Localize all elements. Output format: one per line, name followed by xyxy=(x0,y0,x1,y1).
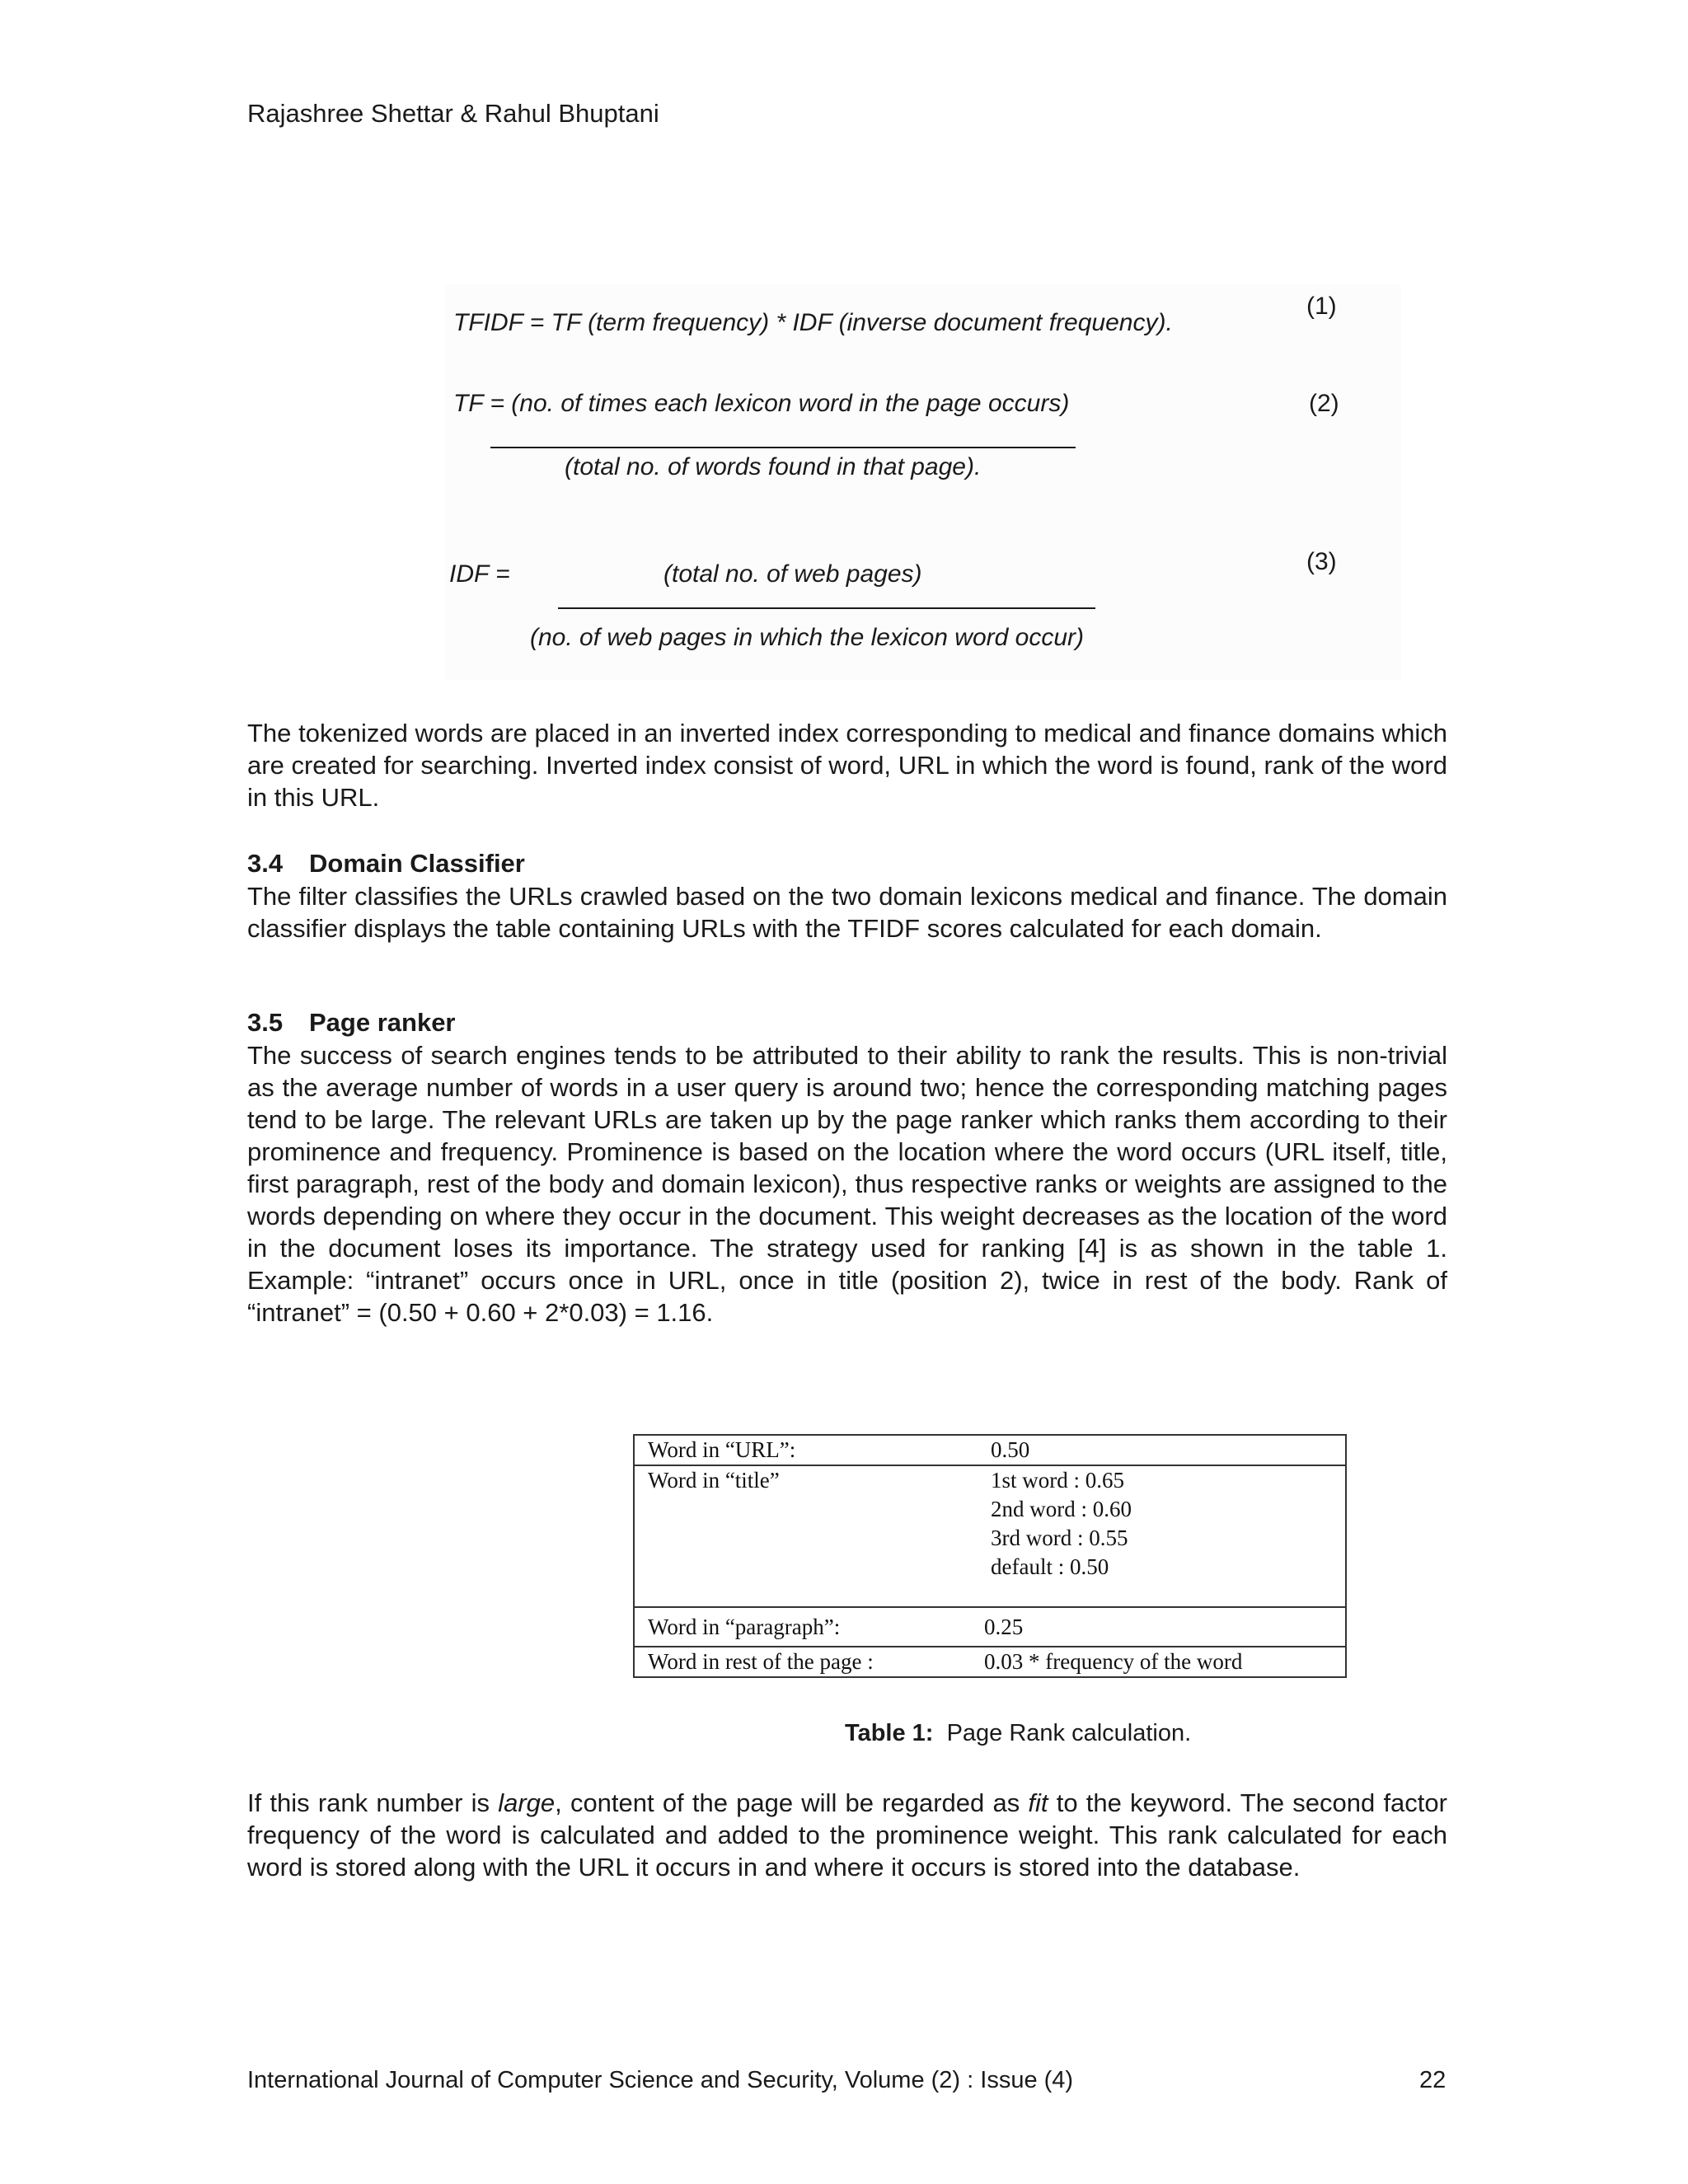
text-run: , content of the page will be regarded as xyxy=(555,1788,1029,1817)
running-header: Rajashree Shettar & Rahul Bhuptani xyxy=(247,99,659,128)
eq3-fraction-bar xyxy=(558,607,1095,609)
table-row xyxy=(634,1647,1346,1677)
caption-label: Table 1: xyxy=(845,1720,934,1746)
table-cell-label: Word in “URL”: xyxy=(634,1435,978,1465)
eq1-text: TFIDF = TF (term frequency) * IDF (inverse document frequency). xyxy=(453,309,1173,336)
section-heading-3-4 xyxy=(247,849,525,879)
title-weight-default: default : 0.50 xyxy=(991,1554,1109,1579)
title-weight-1: 1st word : 0.65 xyxy=(991,1468,1124,1493)
eq2-denominator: (total no. of words found in that page). xyxy=(565,453,982,480)
table-cell-value: 0.25 xyxy=(978,1607,1346,1647)
paragraph-inverted-index: The tokenized words are placed in an inverted index corresponding to medical and finance domains which are created for searching. Inverted index consist of word, URL in which the word is found, rank of the word in this URL. xyxy=(247,719,1447,812)
table-cell-values xyxy=(978,1465,1346,1607)
section-number: 3.5 xyxy=(247,1008,284,1037)
paragraph-domain-classifier: The filter classifies the URLs crawled based on the two domain lexicons medical and finance. The domain classifier displays the table containing URLs with the TFIDF scores calculated for each domain. xyxy=(247,882,1447,943)
section-number: 3.4 xyxy=(247,849,284,878)
page-rank-table xyxy=(633,1434,1347,1678)
eq3-numerator: (total no. of web pages) xyxy=(663,560,922,588)
eq2-fraction-bar xyxy=(490,447,1076,448)
table-cell-label: Word in “paragraph”: xyxy=(634,1607,978,1647)
table-cell-value: 0.03 * frequency of the word xyxy=(978,1647,1346,1677)
eq2-numerator: TF = (no. of times each lexicon word in the page occurs) xyxy=(453,390,1070,417)
text-run: If this rank number is xyxy=(247,1788,499,1817)
section-title: Page ranker xyxy=(309,1008,456,1037)
table-cell-label: Word in “title” xyxy=(634,1465,978,1607)
table-caption xyxy=(845,1720,1191,1747)
eq1-number: (1) xyxy=(1306,293,1337,320)
table-cell-label: Word in rest of the page : xyxy=(634,1647,978,1677)
title-weight-3: 3rd word : 0.55 xyxy=(991,1526,1128,1550)
table-row xyxy=(634,1435,1346,1465)
text-run: to the keyword. The second factor frequency of the word is calculated and added to the prominence weight. This rank calculated for each word is stored along with the URL it occurs in and where it occurs is stored into the database. xyxy=(247,1788,1447,1882)
caption-text: Page Rank calculation. xyxy=(946,1720,1192,1746)
eq3-denominator: (no. of web pages in which the lexicon word occur) xyxy=(530,624,1085,651)
eq3-number: (3) xyxy=(1306,548,1337,575)
eq2-number: (2) xyxy=(1309,390,1339,417)
page-number: 22 xyxy=(1419,2067,1447,2093)
emphasis-fit: fit xyxy=(1028,1788,1048,1817)
eq3-lhs: IDF = xyxy=(449,560,510,588)
section-heading-3-5 xyxy=(247,1008,456,1038)
paragraph-rank-number xyxy=(247,1787,1447,1883)
section-title: Domain Classifier xyxy=(309,849,525,878)
title-weight-2: 2nd word : 0.60 xyxy=(991,1497,1132,1521)
table-cell-value: 0.50 xyxy=(978,1435,1346,1465)
table-row xyxy=(634,1607,1346,1647)
table-row xyxy=(634,1465,1346,1607)
footer-journal: International Journal of Computer Science and Security, Volume (2) : Issue (4) xyxy=(247,2067,1074,2093)
paragraph-page-ranker: The success of search engines tends to be attributed to their ability to rank the results. This is non-trivial as the average number of words in a user query is around two; hence the corresponding matching pages tend to be large. The relevant URLs are taken up by the page ranker which ranks them according to their prominence and frequency. Prominence is based on the location where the word occurs (URL itself, title, first paragraph, rest of the body and domain lexicon), thus respective ranks or weights are assigned to the words depending on where they occur in the document. This weight decreases as the location of the word in the document loses its importance. The strategy used for ranking [4] is as shown in the table 1. Example: “intranet” occurs once in URL, once in title (position 2), twice in rest of the body. Rank of “intranet” = (0.50 + 0.60 + 2*0.03) = 1.16. xyxy=(247,1041,1447,1327)
emphasis-large: large xyxy=(498,1788,556,1817)
formula-figure xyxy=(445,284,1401,680)
